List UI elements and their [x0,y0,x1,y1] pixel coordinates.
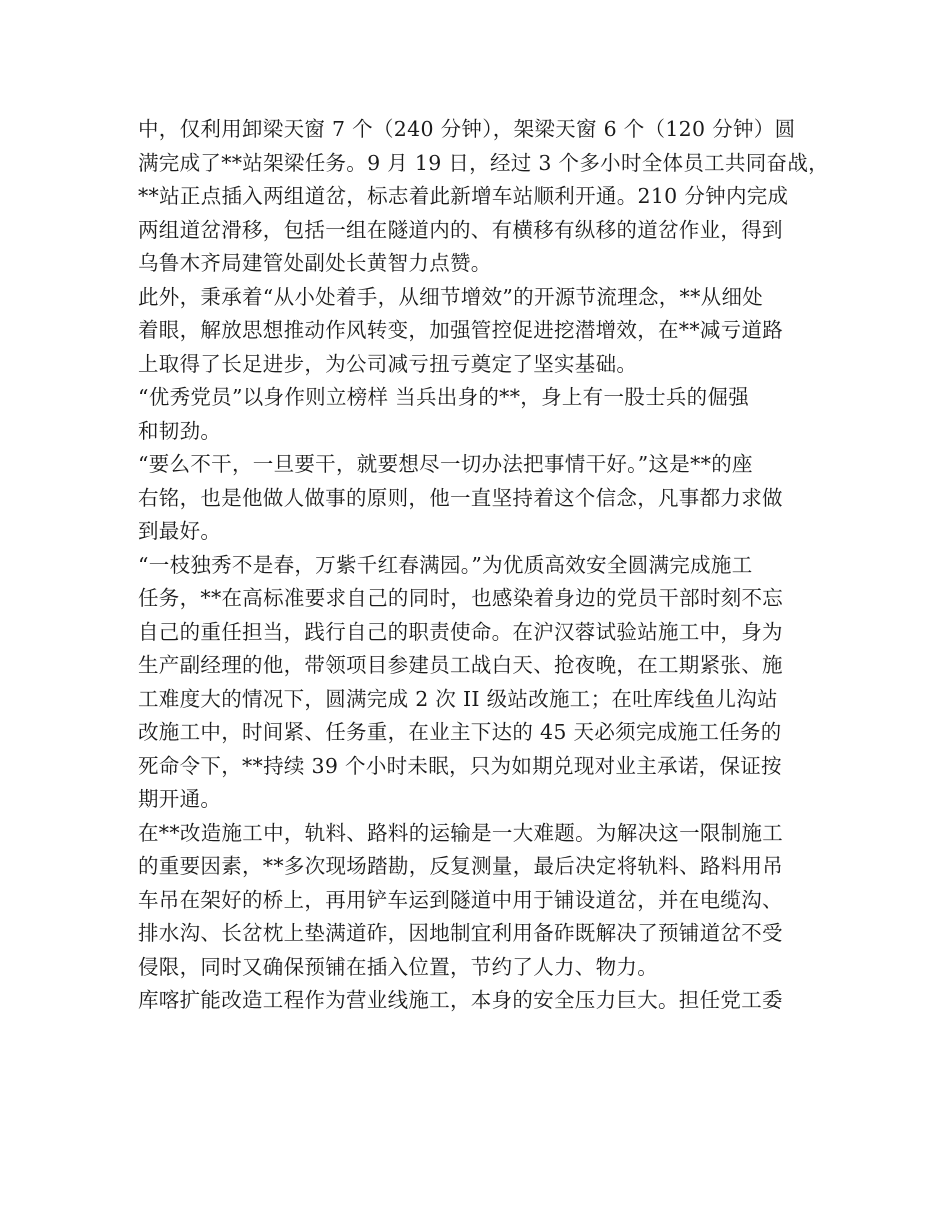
text-line: 库喀扩能改造工程作为营业线施工，本身的安全压力巨大。担任党工委 [138,988,783,1012]
text-line: 排水沟、长岔枕上垫满道砟，因地制宜利用备砟既解决了预铺道岔不受 [138,921,783,945]
text-line: 右铭，也是他做人做事的原则，他一直坚持着这个信念，凡事都力求做 [138,485,783,510]
text-line: “优秀党员”以身作则立榜样 当兵出身的**，身上有一股士兵的倔强 [138,385,750,409]
text-line: 生产副经理的他，带领项目参建员工战白天、抢夜晚，在工期紧张、施 [138,653,783,677]
text-line: 满完成了**站架梁任务。9 月 19 日，经过 3 个多小时全体员工共同奋战， [138,150,829,175]
text-line: 侵限，同时又确保预铺在插入位置，节约了人力、物力。 [138,954,658,979]
text-line: 期开通。 [138,787,222,811]
text-line: 的重要因素，**多次现场踏勘，反复测量，最后决定将轨料、路料用吊 [138,854,784,878]
text-line: 到最好。 [138,519,222,543]
text-line: **站正点插入两组道岔，标志着此新增车站顺利开通。210 分钟内完成 [138,184,789,208]
text-line: 死命令下，**持续 39 个小时未眠，只为如期兑现对业主承诺，保证按 [138,753,782,778]
text-line: 着眼，解放思想推动作风转变，加强管控促进挖潜增效，在**减亏道路 [138,318,784,342]
text-line: “要么不干，一旦要干，就要想尽一切办法把事情干好。”这是**的座 [138,452,753,476]
text-line: 改施工中，时间紧、任务重，在业主下达的 45 天必须完成施工任务的 [138,720,782,744]
text-line: 在**改造施工中，轨料、路料的运输是一大难题。为解决这一限制施工 [138,820,784,845]
text-line: 任务，**在高标准要求自己的同时，也感染着身边的党员干部时刻不忘 [138,586,784,610]
text-line: 和韧劲。 [138,418,222,443]
document-body [138,113,829,1018]
text-line: 中，仅利用卸梁天窗 7 个（240 分钟），架梁天窗 6 个（120 分钟）圆 [138,117,796,141]
text-line: 两组道岔滑移，包括一组在隧道内的、有横移有纵移的道岔作业，得到 [138,217,783,242]
text-line: 乌鲁木齐局建管处副处长黄智力点赞。 [138,251,492,275]
text-line: 此外，秉承着“从小处着手，从细节增效”的开源节流理念，**从细处 [138,284,764,309]
text-line: 自己的重任担当，践行自己的职责使命。在沪汉蓉试验站施工中，身为 [138,619,783,644]
text-line: “一枝独秀不是春，万紫千红春满园。”为优质高效安全圆满完成施工 [138,552,753,577]
text-line: 车吊在架好的桥上，再用铲车运到隧道中用于铺设道岔，并在电缆沟、 [138,887,783,912]
text-line: 上取得了长足进步，为公司减亏扭亏奠定了坚实基础。 [138,351,638,376]
text-line: 工难度大的情况下，圆满完成 2 次 II 级站改施工；在吐库线鱼儿沟站 [138,686,778,711]
